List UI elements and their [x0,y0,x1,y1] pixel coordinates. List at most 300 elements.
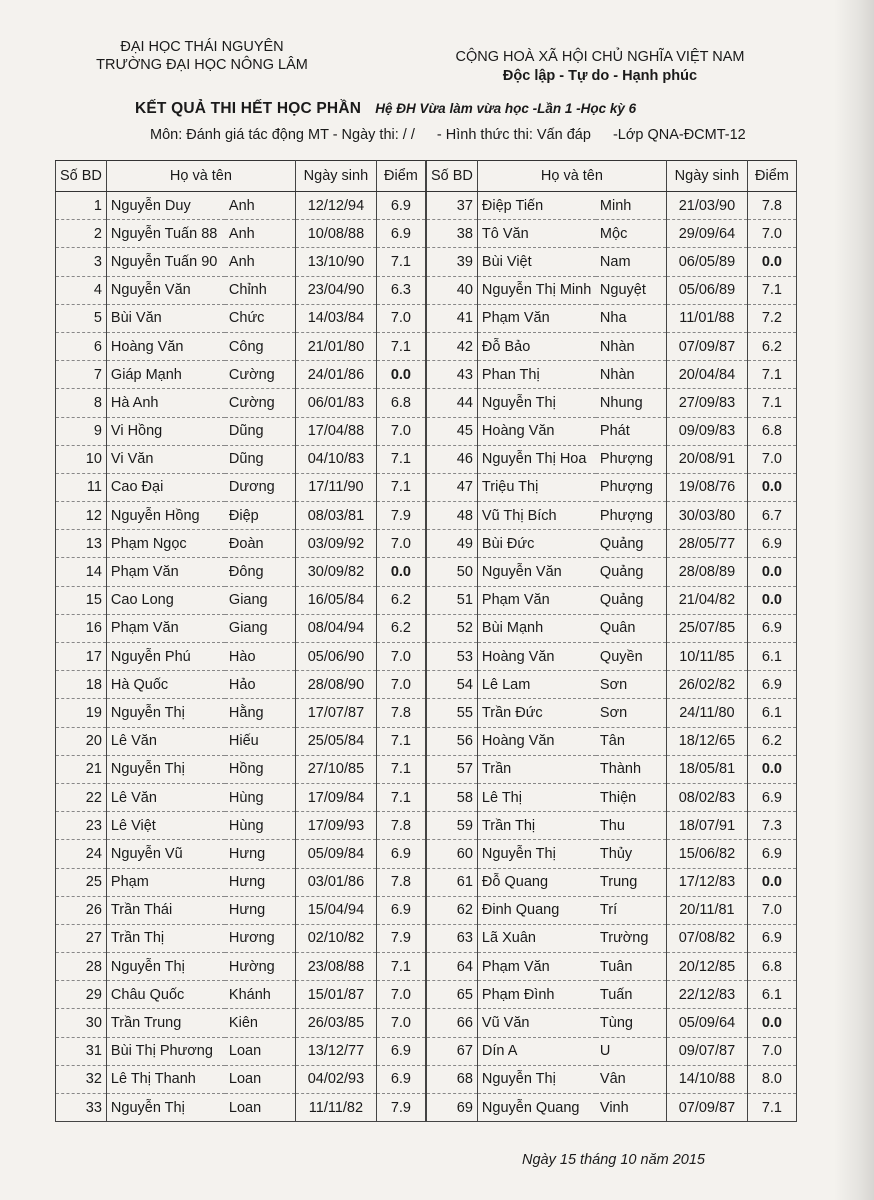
student-family-name: Vũ Văn [477,1009,596,1037]
student-family-name: Lê Lam [477,671,596,699]
student-family-name: Lê Việt [106,812,225,840]
table-row [56,558,426,586]
student-dob: 20/04/84 [666,361,747,389]
student-family-name: Giáp Mạnh [106,361,225,389]
table-row [56,868,426,896]
student-dob: 20/11/81 [666,896,747,924]
table-row [427,1065,797,1093]
table-row [427,868,797,896]
student-family-name: Tô Văn [477,220,596,248]
student-given-name: Nha [596,304,667,332]
student-family-name: Nguyễn Thị [477,840,596,868]
table-header-row [427,161,797,192]
university-header [92,38,312,74]
student-dob: 18/07/91 [666,812,747,840]
table-row [427,332,797,360]
table-row [56,981,426,1009]
table-row [427,896,797,924]
student-family-name: Trần Đức [477,699,596,727]
student-score: 7.1 [747,276,796,304]
student-number: 31 [56,1037,107,1065]
student-family-name: Nguyễn Thị [106,1094,225,1122]
student-dob: 07/08/82 [666,924,747,952]
table-row [56,924,426,952]
header-dob: Ngày sinh [295,161,376,192]
table-row [427,671,797,699]
student-number: 19 [56,699,107,727]
student-number: 59 [427,812,478,840]
national-motto: Độc lập - Tự do - Hạnh phúc [502,68,698,84]
table-row [56,586,426,614]
student-score: 0.0 [747,248,796,276]
student-score: 6.1 [747,981,796,1009]
student-number: 11 [56,473,107,501]
student-given-name: Quân [596,614,667,642]
student-family-name: Lê Văn [106,727,225,755]
student-given-name: Phượng [596,502,667,530]
student-given-name: Phát [596,417,667,445]
student-dob: 06/01/83 [295,389,376,417]
student-family-name: Hà Quốc [106,671,225,699]
student-number: 6 [56,332,107,360]
student-family-name: Trần Thái [106,896,225,924]
student-dob: 30/03/80 [666,502,747,530]
student-dob: 20/12/85 [666,953,747,981]
student-family-name: Nguyễn Quang [477,1094,596,1122]
student-family-name: Cao Long [106,586,225,614]
student-family-name: Trần Thị [106,924,225,952]
table-row [56,896,426,924]
student-dob: 07/09/87 [666,1094,747,1122]
country-name: CỘNG HOÀ XÃ HỘI CHỦ NGHĨA VIỆT NAM [455,49,745,65]
table-row [56,727,426,755]
student-given-name: Phượng [596,445,667,473]
student-dob: 28/08/89 [666,558,747,586]
student-dob: 20/08/91 [666,445,747,473]
student-dob: 05/09/84 [295,840,376,868]
table-row [56,192,426,220]
student-score: 0.0 [747,1009,796,1037]
student-family-name: Nguyễn Tuấn 88 [106,220,225,248]
header-score: Điểm [747,161,796,192]
class-info: -Lớp QNA-ĐCMT-12 [612,127,746,143]
student-family-name: Nguyễn Thị [106,953,225,981]
table-row [427,192,797,220]
student-family-name: Phạm [106,868,225,896]
student-number: 67 [427,1037,478,1065]
student-given-name: Cường [225,389,296,417]
student-score: 6.2 [376,586,425,614]
student-number: 9 [56,417,107,445]
student-score: 7.1 [376,445,425,473]
student-family-name: Bùi Thị Phương [106,1037,225,1065]
student-score: 7.0 [747,445,796,473]
student-number: 48 [427,502,478,530]
student-number: 53 [427,643,478,671]
table-row [427,248,797,276]
table-row [56,502,426,530]
student-score: 7.0 [376,1009,425,1037]
table-header-row [56,161,426,192]
student-dob: 15/04/94 [295,896,376,924]
student-score: 7.1 [376,248,425,276]
student-given-name: Hiếu [225,727,296,755]
student-given-name: Hùng [225,783,296,811]
student-number: 22 [56,783,107,811]
student-dob: 03/01/86 [295,868,376,896]
table-row [56,783,426,811]
student-family-name: Nguyễn Tuấn 90 [106,248,225,276]
student-score: 7.1 [376,783,425,811]
student-number: 33 [56,1094,107,1122]
student-dob: 21/01/80 [295,332,376,360]
student-score: 6.9 [747,840,796,868]
table-row [427,783,797,811]
student-number: 60 [427,840,478,868]
student-number: 15 [56,586,107,614]
student-given-name: Quyền [596,643,667,671]
student-family-name: Nguyễn Vũ [106,840,225,868]
student-family-name: Nguyễn Thị [106,755,225,783]
student-score: 7.1 [376,727,425,755]
student-dob: 13/12/77 [295,1037,376,1065]
student-family-name: Vũ Thị Bích [477,502,596,530]
table-row [427,304,797,332]
student-family-name: Trần Trung [106,1009,225,1037]
student-family-name: Lê Thị Thanh [106,1065,225,1093]
student-family-name: Bùi Mạnh [477,614,596,642]
student-family-name: Nguyễn Thị [477,1065,596,1093]
student-number: 47 [427,473,478,501]
student-family-name: Hoàng Văn [477,643,596,671]
student-number: 10 [56,445,107,473]
student-given-name: Thành [596,755,667,783]
student-number: 8 [56,389,107,417]
table-row [56,304,426,332]
student-number: 2 [56,220,107,248]
table-row [427,812,797,840]
table-row [56,1037,426,1065]
student-score: 7.0 [376,981,425,1009]
student-score: 6.9 [747,671,796,699]
student-dob: 19/08/76 [666,473,747,501]
student-dob: 30/09/82 [295,558,376,586]
student-family-name: Nguyễn Thị [106,699,225,727]
student-given-name: Trí [596,896,667,924]
student-score: 6.2 [376,614,425,642]
student-dob: 11/11/82 [295,1094,376,1122]
student-family-name: Phạm Văn [106,614,225,642]
student-dob: 14/10/88 [666,1065,747,1093]
student-score: 6.3 [376,276,425,304]
student-score: 7.0 [376,417,425,445]
student-family-name: Trần Thị [477,812,596,840]
student-family-name: Nguyễn Duy [106,192,225,220]
student-number: 52 [427,614,478,642]
student-given-name: Khánh [225,981,296,1009]
table-row [427,586,797,614]
student-family-name: Nguyễn Thị Hoa [477,445,596,473]
student-family-name: Phạm Ngọc [106,530,225,558]
student-score: 7.9 [376,924,425,952]
student-given-name: Vinh [596,1094,667,1122]
student-dob: 09/09/83 [666,417,747,445]
student-family-name: Châu Quốc [106,981,225,1009]
document-title-line [135,100,636,118]
student-score: 7.0 [376,304,425,332]
table-row [427,699,797,727]
student-family-name: Phạm Đình [477,981,596,1009]
table-row [56,755,426,783]
student-number: 27 [56,924,107,952]
table-row [427,361,797,389]
student-given-name: Trung [596,868,667,896]
student-score: 7.9 [376,1094,425,1122]
student-given-name: Loan [225,1037,296,1065]
student-score: 0.0 [747,868,796,896]
national-header [450,48,750,86]
student-given-name: Hằng [225,699,296,727]
student-family-name: Điệp Tiến [477,192,596,220]
student-family-name: Phan Thị [477,361,596,389]
student-dob: 13/10/90 [295,248,376,276]
student-family-name: Phạm Văn [477,586,596,614]
student-number: 12 [56,502,107,530]
student-dob: 03/09/92 [295,530,376,558]
student-given-name: Nhung [596,389,667,417]
student-given-name: Sơn [596,699,667,727]
student-score: 7.8 [376,812,425,840]
table-row [56,389,426,417]
table-row [427,445,797,473]
student-number: 20 [56,727,107,755]
student-given-name: Kiên [225,1009,296,1037]
student-dob: 26/02/82 [666,671,747,699]
student-given-name: Hảo [225,671,296,699]
table-row [56,840,426,868]
student-number: 65 [427,981,478,1009]
student-dob: 11/01/88 [666,304,747,332]
document-title: KẾT QUẢ THI HẾT HỌC PHẦN [135,100,362,117]
student-score: 6.2 [747,727,796,755]
student-dob: 27/10/85 [295,755,376,783]
signing-date: Ngày 15 tháng 10 năm 2015 [522,1152,705,1168]
student-given-name: Chỉnh [225,276,296,304]
student-number: 45 [427,417,478,445]
student-dob: 09/07/87 [666,1037,747,1065]
student-score: 7.8 [376,868,425,896]
student-dob: 25/05/84 [295,727,376,755]
student-score: 6.9 [747,924,796,952]
student-given-name: Chức [225,304,296,332]
student-family-name: Nguyễn Phú [106,643,225,671]
student-family-name: Nguyễn Hồng [106,502,225,530]
student-given-name: Quảng [596,586,667,614]
student-family-name: Dín A [477,1037,596,1065]
student-dob: 08/02/83 [666,783,747,811]
header-name: Họ và tên [477,161,666,192]
table-row [427,1009,797,1037]
student-number: 28 [56,953,107,981]
student-given-name: Hường [225,953,296,981]
student-dob: 04/10/83 [295,445,376,473]
student-given-name: Tùng [596,1009,667,1037]
student-score: 7.3 [747,812,796,840]
student-number: 23 [56,812,107,840]
student-dob: 10/11/85 [666,643,747,671]
student-score: 7.1 [376,332,425,360]
exam-form-info: - Hình thức thi: Vấn đáp [436,127,591,143]
student-given-name: Anh [225,220,296,248]
student-family-name: Đỗ Bảo [477,332,596,360]
table-row [56,1065,426,1093]
student-score: 0.0 [747,586,796,614]
table-row [427,614,797,642]
student-given-name: Thủy [596,840,667,868]
student-given-name: Tân [596,727,667,755]
student-family-name: Lã Xuân [477,924,596,952]
student-number: 68 [427,1065,478,1093]
student-dob: 15/06/82 [666,840,747,868]
student-family-name: Hoàng Văn [477,727,596,755]
table-row [56,812,426,840]
student-score: 7.9 [376,502,425,530]
student-number: 32 [56,1065,107,1093]
student-dob: 24/01/86 [295,361,376,389]
table-row [427,276,797,304]
student-given-name: Giang [225,614,296,642]
student-given-name: Hào [225,643,296,671]
student-number: 66 [427,1009,478,1037]
student-number: 37 [427,192,478,220]
student-given-name: Quảng [596,558,667,586]
student-number: 61 [427,868,478,896]
table-row [427,643,797,671]
student-given-name: Nhàn [596,361,667,389]
table-row [427,473,797,501]
student-dob: 17/07/87 [295,699,376,727]
table-row [427,389,797,417]
table-row [56,361,426,389]
header-score: Điểm [376,161,425,192]
header-sbd: Số BD [56,161,107,192]
table-row [427,840,797,868]
student-given-name: Vân [596,1065,667,1093]
student-dob: 05/06/90 [295,643,376,671]
student-score: 7.1 [747,389,796,417]
table-row [56,473,426,501]
results-table-right [426,160,797,1122]
table-row [427,558,797,586]
student-score: 7.2 [747,304,796,332]
student-score: 7.8 [376,699,425,727]
student-dob: 07/09/87 [666,332,747,360]
student-family-name: Nguyễn Thị Minh [477,276,596,304]
student-score: 6.9 [747,530,796,558]
student-number: 58 [427,783,478,811]
student-dob: 08/03/81 [295,502,376,530]
student-number: 16 [56,614,107,642]
student-family-name: Bùi Đức [477,530,596,558]
student-score: 6.1 [747,643,796,671]
student-given-name: Phượng [596,473,667,501]
student-number: 44 [427,389,478,417]
student-given-name: Công [225,332,296,360]
student-given-name: Anh [225,192,296,220]
student-number: 14 [56,558,107,586]
student-score: 6.9 [376,840,425,868]
table-row [56,699,426,727]
student-score: 6.8 [747,953,796,981]
student-number: 13 [56,530,107,558]
student-given-name: Anh [225,248,296,276]
student-score: 6.1 [747,699,796,727]
table-row [56,220,426,248]
student-number: 69 [427,1094,478,1122]
student-dob: 05/09/64 [666,1009,747,1037]
student-number: 62 [427,896,478,924]
student-given-name: Đoàn [225,530,296,558]
student-dob: 23/08/88 [295,953,376,981]
student-number: 17 [56,643,107,671]
student-family-name: Trần [477,755,596,783]
table-row [56,417,426,445]
student-given-name: Đông [225,558,296,586]
student-given-name: Nguyệt [596,276,667,304]
student-given-name: Tuấn [596,981,667,1009]
student-score: 6.9 [747,614,796,642]
student-given-name: Nam [596,248,667,276]
student-given-name: Mộc [596,220,667,248]
student-family-name: Triệu Thị [477,473,596,501]
student-score: 7.0 [747,896,796,924]
student-number: 3 [56,248,107,276]
student-number: 25 [56,868,107,896]
student-dob: 06/05/89 [666,248,747,276]
student-dob: 17/09/84 [295,783,376,811]
scan-shadow [834,0,874,1200]
student-score: 0.0 [747,473,796,501]
student-family-name: Phạm Văn [477,304,596,332]
student-dob: 15/01/87 [295,981,376,1009]
student-score: 7.1 [747,1094,796,1122]
table-row [427,953,797,981]
student-given-name: Hồng [225,755,296,783]
student-score: 7.8 [747,192,796,220]
student-given-name: Loan [225,1065,296,1093]
student-dob: 24/11/80 [666,699,747,727]
college-name: TRƯỜNG ĐẠI HỌC NÔNG LÂM [96,57,308,73]
student-score: 7.1 [376,473,425,501]
student-number: 24 [56,840,107,868]
table-row [56,1009,426,1037]
student-number: 1 [56,192,107,220]
student-score: 0.0 [376,361,425,389]
header-name: Họ và tên [106,161,295,192]
student-given-name: Dương [225,473,296,501]
student-number: 41 [427,304,478,332]
student-number: 7 [56,361,107,389]
student-dob: 08/04/94 [295,614,376,642]
table-row [427,502,797,530]
table-row [56,614,426,642]
student-number: 29 [56,981,107,1009]
student-number: 30 [56,1009,107,1037]
student-score: 6.2 [747,332,796,360]
student-dob: 02/10/82 [295,924,376,952]
table-row [56,671,426,699]
student-number: 26 [56,896,107,924]
